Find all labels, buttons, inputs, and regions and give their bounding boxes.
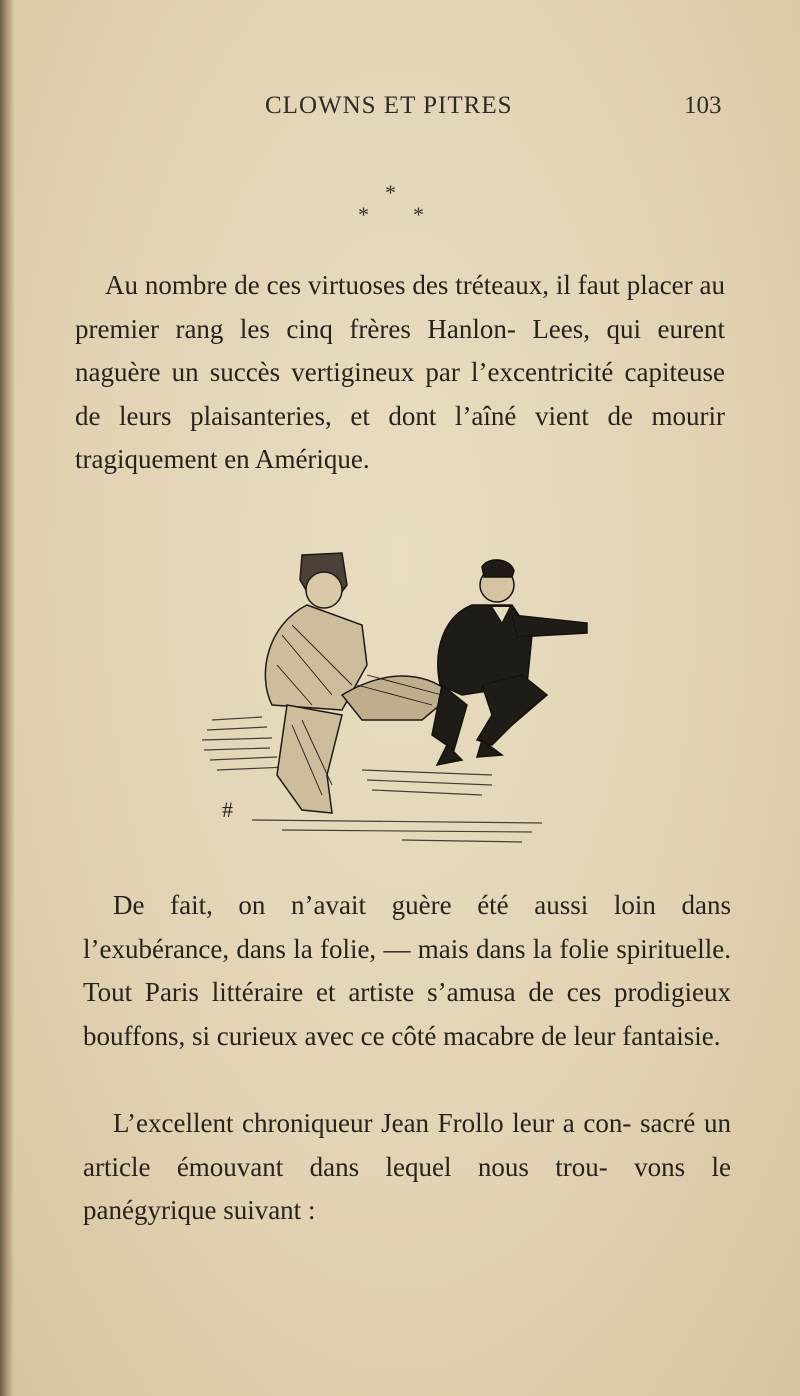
text-line: Lees, qui eurent naguère un succès vertigineux: [75, 313, 725, 387]
text-line: L’excellent chroniqueur Jean Frollo leur a con-: [113, 1108, 632, 1138]
text-line: sacré un article émouvant dans lequel nous trou-: [83, 1108, 731, 1182]
clowns-engraving: [192, 545, 602, 865]
engraver-signature: #: [222, 797, 233, 822]
text-line: côté macabre de leur fantaisie.: [391, 1020, 721, 1051]
text-line: Au nombre de ces virtuoses des tréteaux, il faut: [105, 270, 620, 300]
paragraph-jean-frollo: [83, 1102, 731, 1233]
text-line: De fait, on n’avait guère été aussi loin dans: [113, 890, 731, 920]
text-line: spirituelle. Tout Paris littéraire et artiste s’amusa: [83, 933, 732, 1007]
page-header: [0, 92, 800, 126]
text-line: par l’excentricité capiteuse de leurs plaisanteries,: [75, 357, 725, 431]
text-line: placer au premier rang les cinq frères Hanlon-: [75, 270, 726, 344]
text-line: et dont l’aîné vient de mourir tragiquement en: [75, 400, 726, 474]
book-spine-edge: [0, 0, 14, 1396]
paragraph-folie: [83, 884, 731, 1058]
paragraph-hanlon-lees: [75, 264, 725, 482]
text-line: l’exubérance, dans la folie, — mais dans la folie: [83, 933, 609, 964]
text-line: vons le panégyrique suivant :: [83, 1151, 731, 1225]
text-line: de ces prodigieux bouffons, si curieux avec ce: [83, 977, 732, 1051]
asterism-star: *: [358, 202, 369, 227]
asterism-star: *: [385, 180, 396, 205]
page-number: 103: [684, 92, 722, 119]
asterism-divider: [355, 180, 445, 230]
running-title: CLOWNS ET PITRES: [265, 92, 513, 119]
asterism-star: *: [413, 202, 424, 227]
text-line: Amérique.: [254, 444, 370, 474]
